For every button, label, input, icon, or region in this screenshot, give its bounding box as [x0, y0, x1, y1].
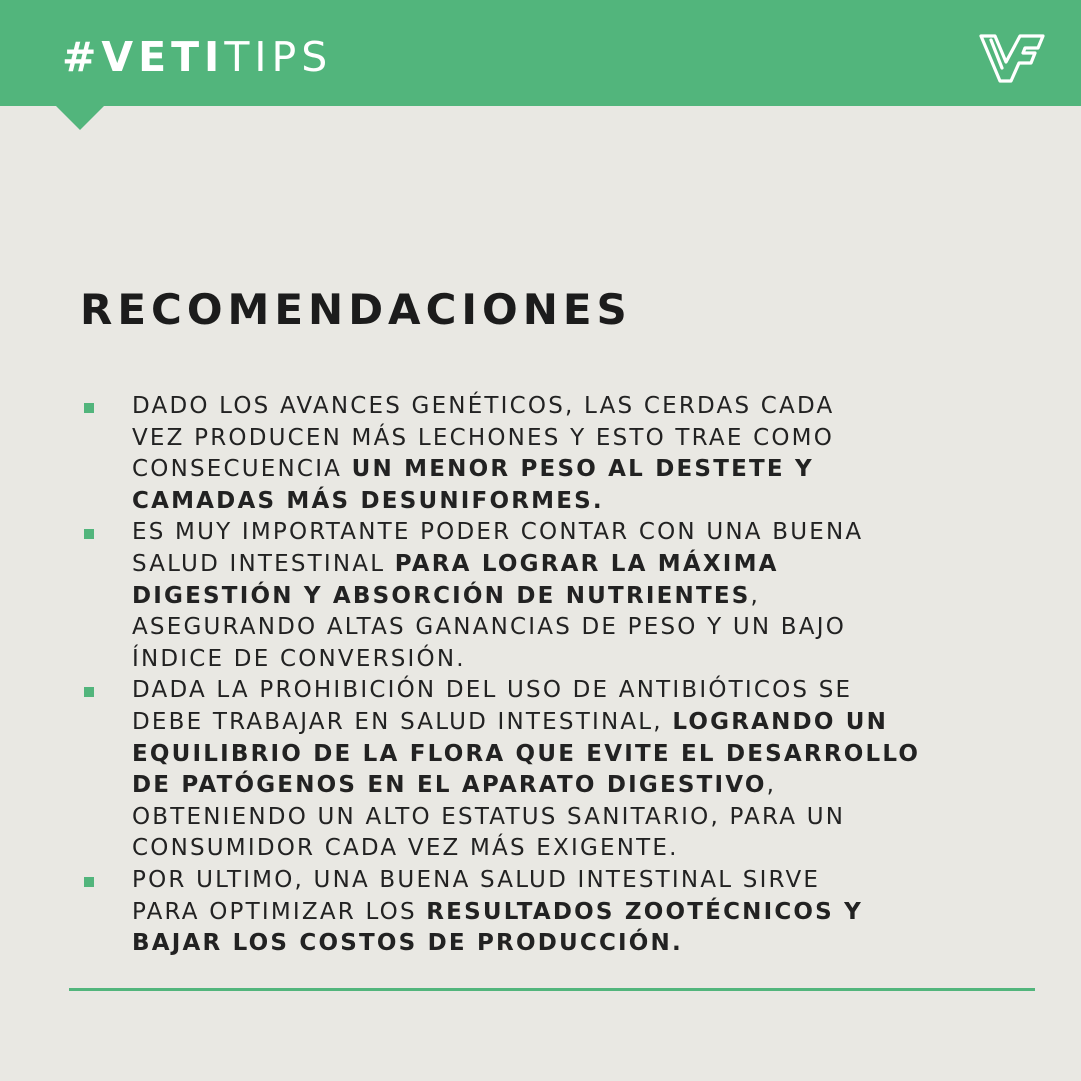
tip-plain-text: DADO LOS AVANCES GENÉTICOS, LAS CERDAS CADA VEZ PRODUCEN MÁS LECHONES Y ESTO TRAE COMO CONSECUENCIA	[132, 393, 835, 483]
header-bar	[0, 0, 1081, 106]
tip-plain-text: POR ULTIMO, UNA BUENA SALUD INTESTINAL SIRVE PARA OPTIMIZAR LOS	[132, 866, 821, 925]
tip-plain-text: , ASEGURANDO ALTAS GANANCIAS DE PESO Y UN BAJO ÍNDICE DE CONVERSIÓN.	[132, 582, 846, 672]
square-bullet-icon	[84, 403, 94, 413]
bottom-divider	[69, 988, 1035, 991]
tip-item	[84, 391, 964, 517]
tip-plain-text: , OBTENIENDO UN ALTO ESTATUS SANITARIO, PARA UN CONSUMIDOR CADA VEZ MÁS EXIGENTE.	[132, 772, 846, 862]
section-title: RECOMENDACIONES	[80, 285, 632, 334]
hashtag-brand	[62, 33, 332, 81]
tip-plain-text: DADA LA PROHIBICIÓN DEL USO DE ANTIBIÓTICOS SE DEBE TRABAJAR EN SALUD INTESTINAL,	[132, 677, 853, 735]
tip-bold-text: UN MENOR PESO AL DESTETE Y CAMADAS MÁS DESUNIFORMES.	[132, 456, 814, 514]
tip-item	[84, 865, 964, 960]
square-bullet-icon	[84, 529, 94, 539]
tip-bold-text: RESULTADOS ZOOTÉCNICOS Y BAJAR LOS COSTOS DE PRODUCCIÓN.	[132, 898, 864, 957]
tip-text	[132, 675, 964, 865]
tip-bold-text: PARA LOGRAR LA MÁXIMA DIGESTIÓN Y ABSORCIÓN DE NUTRIENTES	[132, 550, 779, 609]
tips-list	[84, 391, 964, 960]
tip-item	[84, 675, 964, 865]
tip-text	[132, 391, 964, 517]
tip-text	[132, 865, 964, 960]
hashtag-light: TIPS	[224, 33, 333, 81]
tip-text	[132, 517, 964, 675]
vf-logo-icon	[978, 32, 1046, 84]
hashtag-strong: #VETI	[62, 33, 225, 81]
tip-item	[84, 517, 964, 675]
tip-plain-text: ES MUY IMPORTANTE PODER CONTAR CON UNA BUENA SALUD INTESTINAL	[132, 519, 864, 577]
tip-bold-text: LOGRANDO UN EQUILIBRIO DE LA FLORA QUE EVITE EL DESARROLLO DE PATÓGENOS EN EL APARATO DIGESTIVO	[132, 708, 921, 799]
header-pointer	[56, 106, 104, 130]
square-bullet-icon	[84, 687, 94, 697]
square-bullet-icon	[84, 877, 94, 887]
